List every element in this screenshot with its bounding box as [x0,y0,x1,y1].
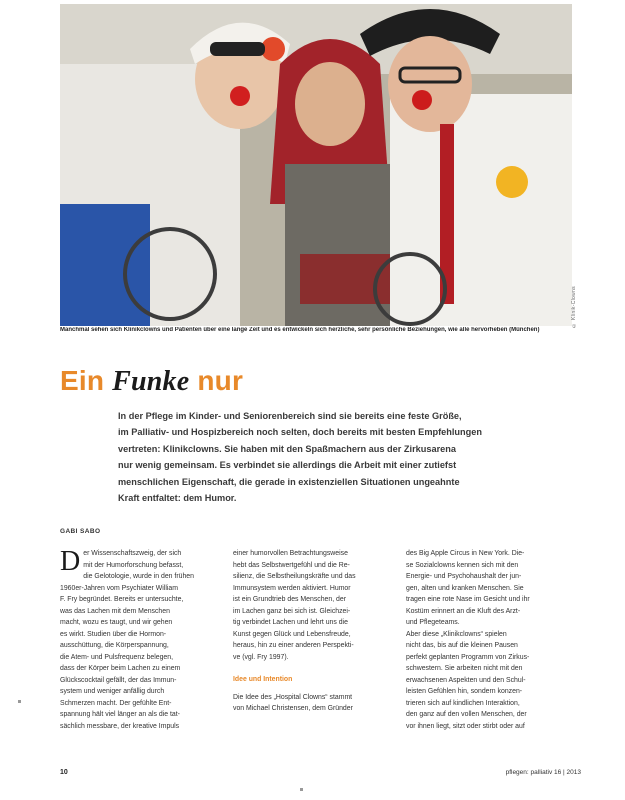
body-line: und Pflegeteams. [406,619,460,626]
body-line: im Lachen ganz bei sich ist. Gleichzei- [233,607,351,615]
article-title [60,365,243,398]
body-line: leisten Gefühlen hin, sondern konzen- [406,688,523,695]
body-line: perfekt geplanten Programm von Zirkus- [406,653,530,661]
photo-caption: Manchmal sehen sich Klinikclowns und Patienten über eine lange Zeit und es entwickeln sich herzliche, sehr persönliche Beziehungen, wie alle hervorheben (München) [60,327,540,333]
scan-mark [18,700,21,703]
body-line: was das Lachen mit dem Menschen [60,607,170,615]
lead-line: nur wenig gemeinsam. Es verbindet sie allerdings die Arbeit mit einer zutiefst [118,460,457,471]
title-part-1: Ein [60,365,113,396]
body-line: er Wissenschaftszweig, der sich [83,550,182,557]
lead-line: Kraft entfaltet: dem Humor. [118,493,237,504]
body-line: hebt das Selbstwertgefühl und die Re- [233,561,350,569]
drop-cap: D [60,546,81,577]
body-line: gen, alten und kranken Menschen. Sie [406,584,524,592]
author-byline: GABI SABO [60,528,101,535]
body-line: ve (vgl. Fry 1997). [233,653,289,661]
body-line: nicht das, bis auf die kleinen Pausen [406,642,518,649]
body-line: einer humorvollen Betrachtungsweise [233,550,348,557]
text-column-2 [233,548,391,715]
photo-credit: © Klinik-Clowns [571,286,577,328]
body-line: Die Idee des „Hospital Clowns“ stammt [233,693,353,701]
body-line: dass der Körper beim Lachen zu einem [60,665,181,672]
body-line: Schmerzen macht. Der gefühlte Ent- [60,699,172,707]
body-line: vor ihnen liegt, sitzt oder stirbt oder auf [406,722,525,730]
body-line: des Big Apple Circus in New York. Die- [406,550,525,557]
body-line: 1960er-Jahren vom Psychiater William [60,584,178,592]
scan-mark [300,788,303,791]
clowns-photo-illustration [60,4,572,326]
lead-line: im Palliativ- und Hospizbereich noch selten, doch bereits mit besten Empfehlungen [118,427,482,438]
body-line: ausschüttung, die Körperspannung, [60,642,169,649]
text-column-1 [60,548,218,732]
body-line: Glückscocktail gefällt, der das Immun- [60,676,177,684]
body-line: spannung hält viel länger an als die tat- [60,711,180,718]
article-photo [60,4,572,326]
body-line: mit der Humorforschung befasst, [83,561,184,569]
body-line: silienz, die Selbstheilungskräfte und das [233,573,356,580]
body-line: erwachsenen Aspekten und den Schul- [406,676,526,684]
section-subhead: Idee und Intention [233,676,293,683]
body-line: tragen eine rote Nase im Gesicht und ihr [406,596,530,603]
lead-line: In der Pflege im Kinder- und Seniorenbereich sind sie bereits eine feste Größe, [118,411,462,421]
body-line: system und weniger anfällig durch [60,688,165,695]
body-line: Energie- und Psychohaushalt der jun- [406,573,522,580]
body-line: macht, wozu es taugt, und wir gehen [60,619,173,626]
lead-line: vertreten: Klinikclowns. Sie haben mit den Spaßmachern aus der Zirkusarena [118,443,456,454]
journal-footer: pflegen: palliativ 16 | 2013 [505,769,581,776]
body-line: die Atem- und Pulsfrequenz belegen, [60,653,174,661]
lead-paragraph [118,408,548,506]
body-line: schwestern. Sie arbeiten nicht mit den [406,665,523,672]
body-line: trieren sich auf kindlichen Interaktion, [406,699,520,707]
body-line: Kunst gegen Glück und Lebensfreude, [233,630,351,638]
title-part-2: Funke [112,366,190,397]
body-line: tig verbindet Lachen und lehrt uns die [233,619,348,626]
title-part-3: nur [189,365,244,396]
body-line: heraus, hin zu einer anderen Perspekti- [233,642,354,649]
body-line: Aber diese „Klinikclowns“ spielen [406,630,507,638]
page-number: 10 [60,769,68,776]
body-line: von Michael Christensen, dem Gründer [233,705,353,712]
text-column-3 [406,548,564,732]
body-line: ist ein Grundtrieb des Menschen, der [233,596,346,603]
body-line: sächlich messbare, der kreative Impuls [60,722,180,730]
body-line: es wirkt. Studien über die Hormon- [60,630,167,638]
body-line: Kostüm erinnert an die Kluft des Arzt- [406,607,521,615]
body-line: die Gelotologie, wurde in den frühen [83,573,194,580]
body-line: F. Fry begründet. Bereits er untersuchte, [60,596,184,603]
body-line: se Sozialclowns kennen sich mit den [406,561,519,569]
body-line: Immunsystem werden aktiviert. Humor [233,584,351,592]
body-line: den ganz auf den vollen Menschen, der [406,711,527,718]
lead-line: menschlichen Eigenschaft, die gerade in existenziellen Situationen ungeahnte [118,476,460,487]
